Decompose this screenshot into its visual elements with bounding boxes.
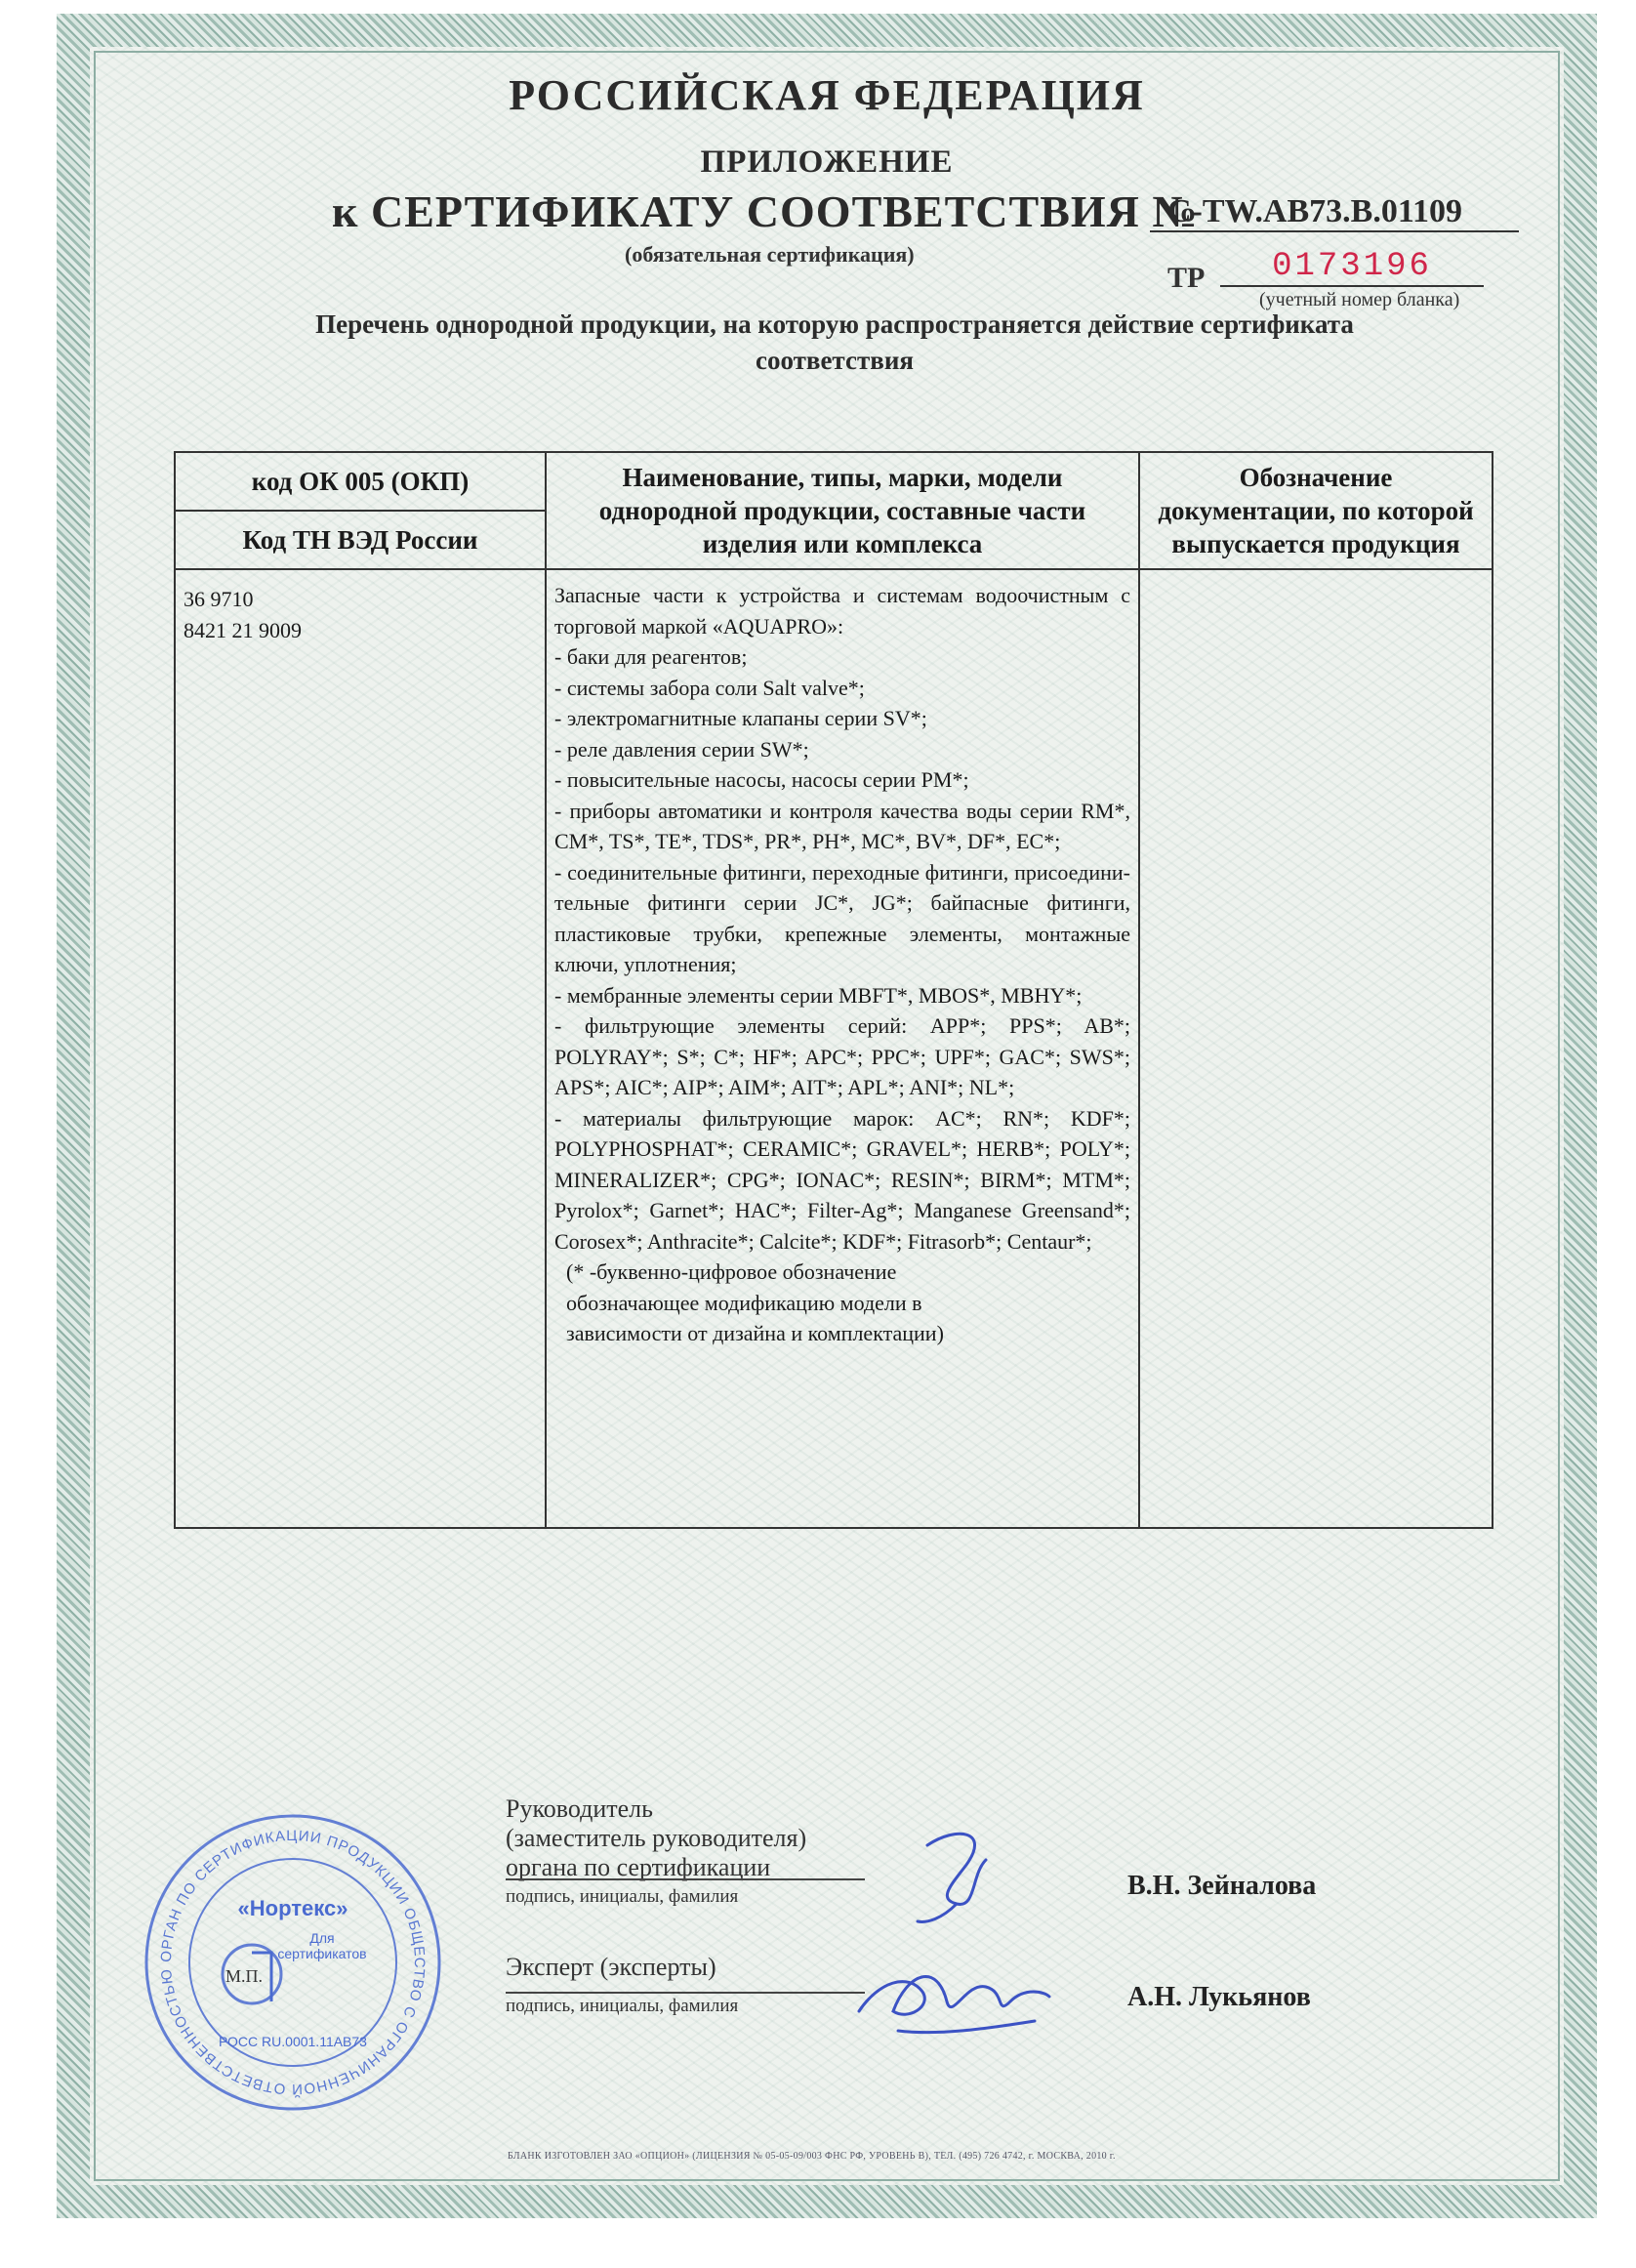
header-documentation: Обозначение документации, по которой выпускается продукция xyxy=(1139,452,1493,569)
product-line: - системы забора соли Salt valve*; xyxy=(554,675,865,700)
product-line: - реле давления серии SW*; xyxy=(554,736,809,762)
certificate-title: к СЕРТИФИКАТУ СООТВЕТСТВИЯ № xyxy=(332,186,1199,236)
note-line: обозначающее модификацию модели в xyxy=(566,1290,922,1315)
head-label-line2: (заместитель руководителя) xyxy=(506,1824,807,1852)
stamp-for: Для xyxy=(309,1930,335,1946)
appendix-title: ПРИЛОЖЕНИЕ xyxy=(700,144,954,180)
expert-caption: подпись, инициалы, фамилия xyxy=(506,1996,739,2016)
expert-signature xyxy=(839,1943,1064,2050)
mandatory-note: (обязательная сертификация) xyxy=(625,242,915,267)
okp-code: 36 9710 xyxy=(184,587,254,611)
stamp-org-name: «Нортекс» xyxy=(237,1896,348,1920)
product-line: - баки для реагентов; xyxy=(554,644,748,669)
header-tnved-code: Код ТН ВЭД России xyxy=(175,511,546,569)
model-note xyxy=(554,1257,1130,1349)
product-line: - электромагнитные клапаны серии SV*; xyxy=(554,706,927,730)
head-signature xyxy=(898,1806,1035,1953)
svg-text:ОРГАН ПО СЕРТИФИКАЦИИ ПРОДУКЦИ xyxy=(158,1828,428,2098)
stamp-mp: М.П. xyxy=(225,1966,264,1986)
blank-number: 0173196 xyxy=(1220,248,1484,287)
organization-stamp xyxy=(137,1806,449,2119)
printer-footer: БЛАНК ИЗГОТОВЛЕН ЗАО «ОПЦИОН» (ЛИЦЕНЗИЯ № 05-05-09/003 ФНС РФ, УРОВЕНЬ В), ТЕЛ. (495) 726 4742, г. МОСКВА, 2010 г. xyxy=(508,2151,1116,2162)
stamp-registration: РОСС RU.0001.11АВ73 xyxy=(219,2034,367,2049)
tr-label: ТР xyxy=(1167,262,1206,294)
product-line: - повысительные насосы, насосы серии PM*; xyxy=(554,767,969,792)
product-line: - материалы фильтрующие марок: AC*; RN*; KDF*; POLYPHOSPHAT*; CERAMIC*; GRAVEL*; HERB*; POLY*; MINERALIZER*; CPG*; IONAC*; RESIN*; BIRM*; MTM*; Pyrolox*; Garnet*; HAC*; Filter-Ag*; Manganese Greensand*; Corosex*; Anthracite*; Calcite*; KDF*; Fitrasorb*; Centaur*; xyxy=(554,1105,1130,1254)
documentation-cell xyxy=(1139,569,1493,1528)
list-heading-line2: соответствия xyxy=(755,346,915,375)
head-signature-line xyxy=(506,1878,865,1880)
stamp-outer-text: ОРГАН ПО СЕРТИФИКАЦИИ ПРОДУКЦИИ ОБЩЕСТВО С ОГРАНИЧЕННОЙ ОТВЕТСТВЕННОСТЬЮ xyxy=(157,1827,429,2098)
product-line: Запасные части к устройства и системам водоочистным с торговой маркой «AQUAPRO»: xyxy=(554,583,1130,639)
head-caption: подпись, инициалы, фамилия xyxy=(506,1886,739,1907)
certificate-number: C-TW.AB73.B.01109 xyxy=(1150,193,1519,232)
list-heading-line1: Перечень однородной продукции, на которую распространяется действие сертификата xyxy=(315,309,1354,339)
head-label-line3: органа по сертификации xyxy=(506,1853,771,1881)
list-heading xyxy=(205,307,1464,379)
blank-number-caption: (учетный номер бланка) xyxy=(1259,289,1460,310)
products-table xyxy=(174,451,1493,1529)
codes-cell xyxy=(175,569,546,1528)
product-line: - мембранные элементы серии MBFT*, MBOS*, MBHY*; xyxy=(554,982,1083,1008)
product-line: - соединительные фитинги, переходные фитинги, присоедини-тельные фитинги серии JC*, JG*; байпасные фитинги, пластиковые трубки, крепежные элементы, монтажные ключи, уплотнения; xyxy=(554,859,1130,976)
header-okp-code: код ОК 005 (ОКП) xyxy=(175,452,546,511)
head-label xyxy=(506,1794,806,1882)
head-name: В.Н. Зейналова xyxy=(1127,1871,1317,1901)
product-line: - приборы автоматики и контроля качества воды серии RM*, CM*, TS*, TE*, TDS*, PR*, PH*, MC*, BV*, DF*, EC*; xyxy=(554,798,1130,853)
header-product-name: Наименование, типы, марки, модели однородной продукции, составные части изделия или комплекса xyxy=(546,452,1139,569)
expert-label: Эксперт (эксперты) xyxy=(506,1953,716,1981)
product-line: - фильтрующие элементы серий: APP*; PPS*; AB*; POLYRAY*; S*; C*; HF*; APC*; PPC*; UPF*; GAC*; SWS*; APS*; AIC*; AIP*; AIM*; AIT*; APL*; ANI*; NL*; xyxy=(554,1013,1130,1099)
expert-name: А.Н. Лукьянов xyxy=(1127,1982,1311,2012)
tnved-code: 8421 21 9009 xyxy=(184,618,302,642)
products-cell xyxy=(546,569,1139,1528)
expert-signature-line xyxy=(506,1992,865,1994)
stamp-certificates: сертификатов xyxy=(277,1946,367,1961)
note-line: (* -буквенно-цифровое обозначение xyxy=(566,1259,897,1284)
note-line: зависимости от дизайна и комплектации) xyxy=(566,1321,944,1345)
head-label-line1: Руководитель xyxy=(506,1794,653,1823)
country-title: РОССИЙСКАЯ ФЕДЕРАЦИЯ xyxy=(509,71,1145,119)
